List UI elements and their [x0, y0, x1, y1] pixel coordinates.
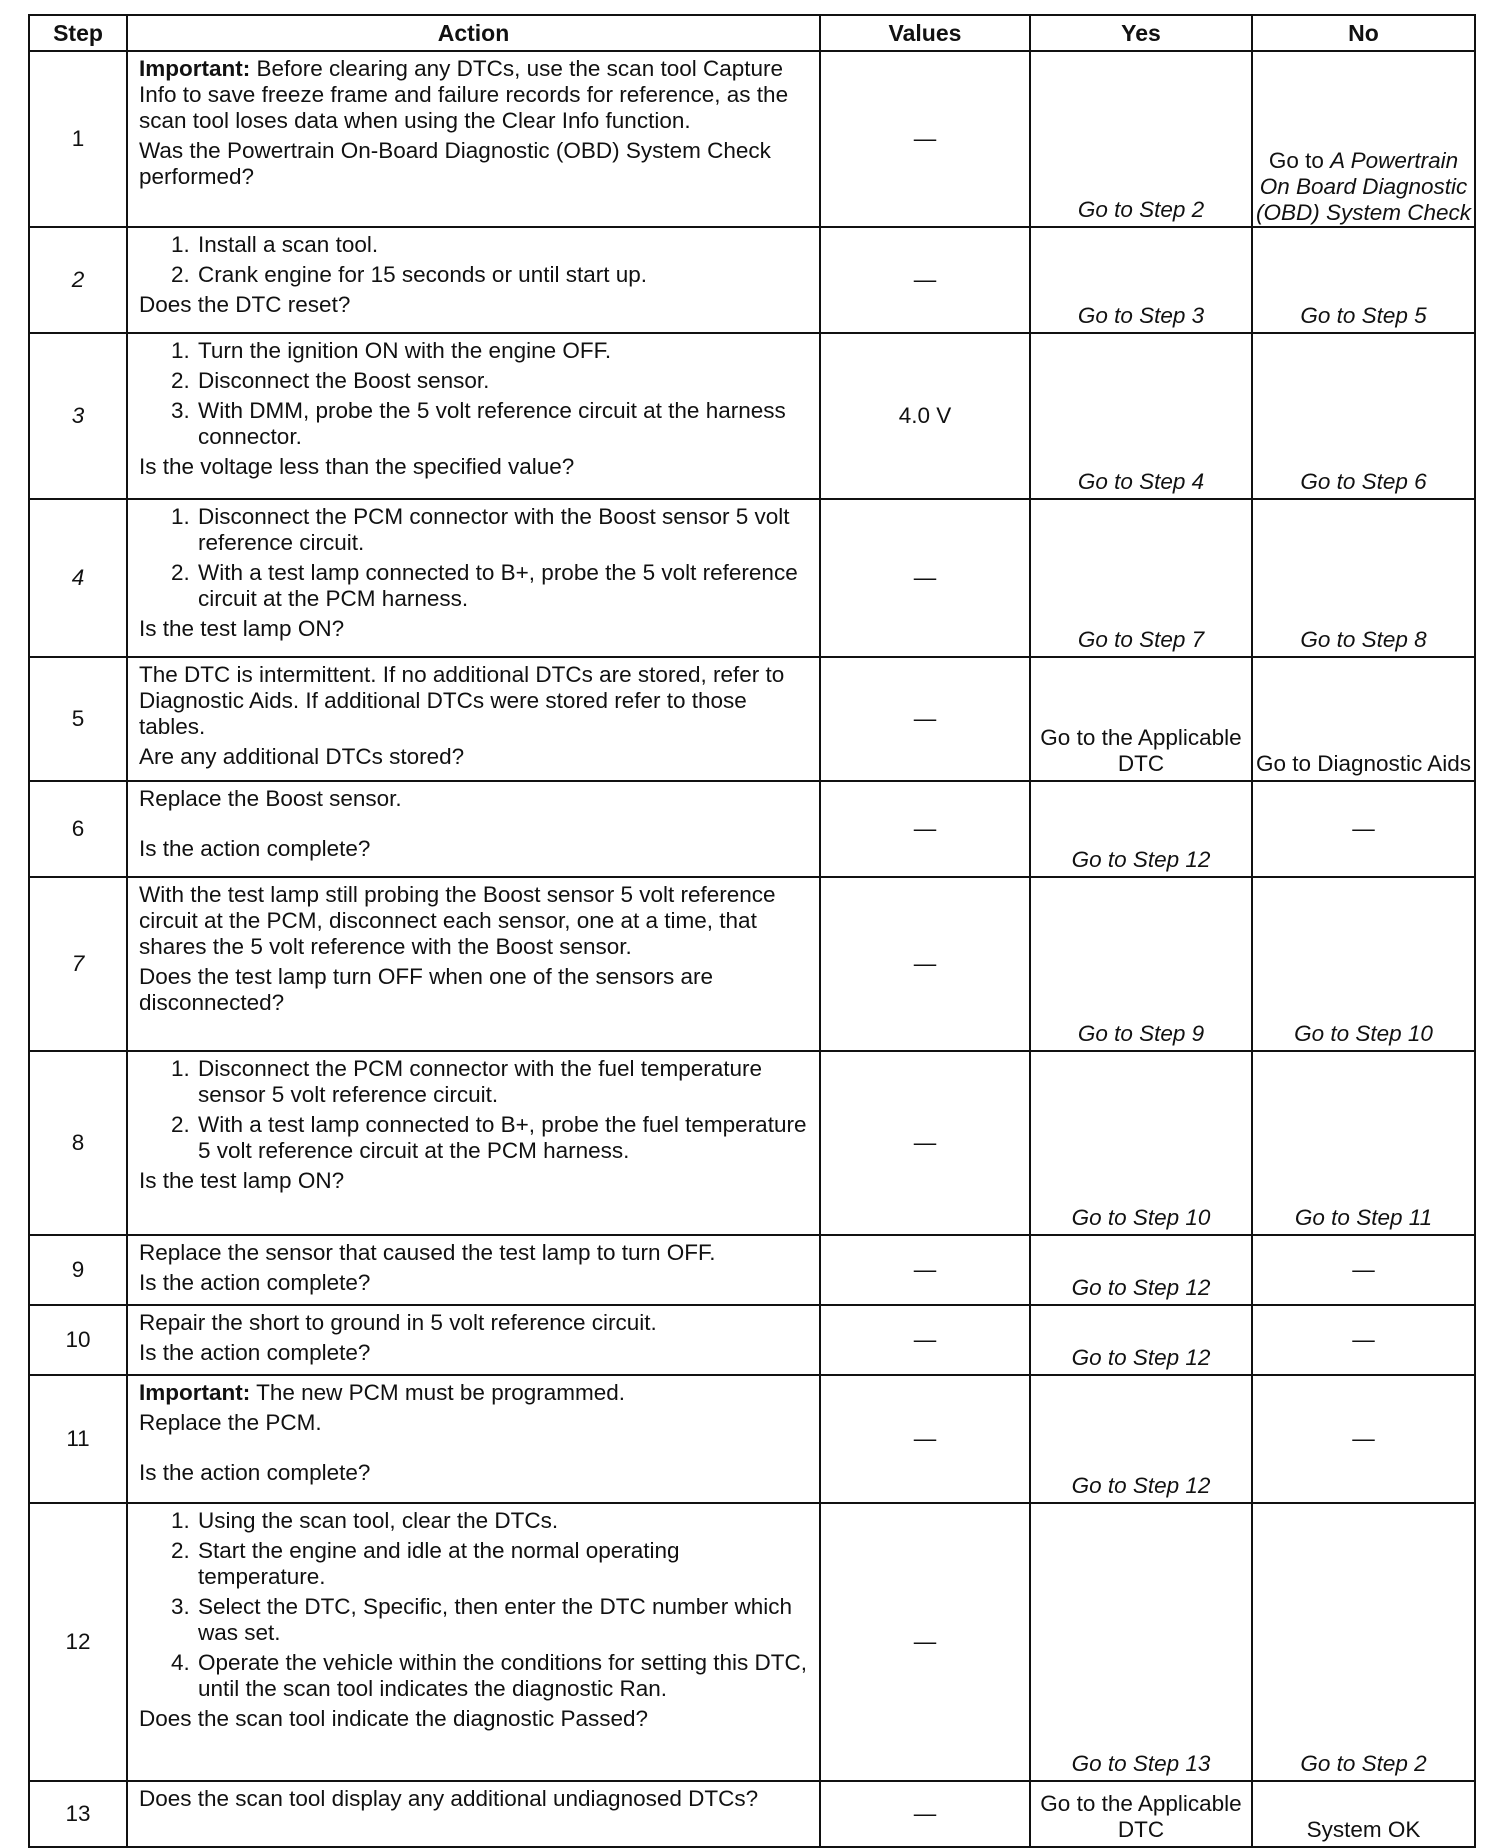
no-cell: —	[1252, 1375, 1475, 1503]
yes-cell: Go to Step 12	[1030, 1235, 1252, 1305]
action-steps	[139, 1056, 811, 1164]
action-step: 1. Disconnect the PCM connector with the Boost sensor 5 volt reference circuit.	[196, 504, 811, 556]
header-row	[29, 15, 1475, 51]
action-cell	[127, 51, 820, 227]
step-number: 9	[29, 1235, 127, 1305]
action-note: Repair the short to ground in 5 volt reference circuit.	[139, 1310, 657, 1335]
table-row	[29, 1503, 1475, 1781]
action-question: Is the test lamp ON?	[139, 616, 345, 641]
values-cell: —	[820, 1235, 1030, 1305]
yes-cell: Go to Step 2	[1030, 51, 1252, 227]
header-yes: Yes	[1030, 15, 1252, 51]
action-question: Is the test lamp ON?	[139, 1168, 345, 1193]
diagnostic-table	[28, 14, 1476, 1848]
table-row	[29, 227, 1475, 333]
action-note-2: Replace the PCM.	[139, 1410, 322, 1435]
action-steps	[139, 232, 811, 288]
header-no: No	[1252, 15, 1475, 51]
action-cell	[127, 1051, 820, 1235]
action-cell	[127, 227, 820, 333]
action-question: Does the scan tool display any additional undiagnosed DTCs?	[139, 1786, 759, 1811]
action-note: The DTC is intermittent. If no additional DTCs are stored, refer to Diagnostic Aids. If additional DTCs were stored refer to those tables.	[139, 662, 785, 739]
table-row	[29, 51, 1475, 227]
action-steps	[139, 1508, 811, 1702]
table-row	[29, 1235, 1475, 1305]
no-cell: Go to Diagnostic Aids	[1252, 657, 1475, 781]
no-prefix: Go to	[1268, 148, 1324, 173]
action-step: 1. Install a scan tool.	[196, 232, 811, 258]
values-cell: —	[820, 1375, 1030, 1503]
table-row	[29, 333, 1475, 499]
table-row	[29, 1375, 1475, 1503]
step-number: 8	[29, 1051, 127, 1235]
no-cell: —	[1252, 1235, 1475, 1305]
action-cell	[127, 1781, 820, 1847]
action-question: Is the action complete?	[139, 836, 371, 861]
action-step: 2. Start the engine and idle at the normal operating temperature.	[196, 1538, 811, 1590]
action-step: 1. Disconnect the PCM connector with the fuel temperature sensor 5 volt reference circuit.	[196, 1056, 811, 1108]
action-step: 1. Using the scan tool, clear the DTCs.	[196, 1508, 811, 1534]
action-question: Is the action complete?	[139, 1340, 371, 1365]
yes-cell: Go to Step 10	[1030, 1051, 1252, 1235]
action-cell	[127, 1503, 820, 1781]
action-steps	[139, 504, 811, 612]
action-note: Replace the Boost sensor.	[139, 786, 402, 811]
step-number: 12	[29, 1503, 127, 1781]
step-number: 3	[29, 333, 127, 499]
values-cell: —	[820, 1781, 1030, 1847]
table-row	[29, 499, 1475, 657]
action-note: Replace the sensor that caused the test lamp to turn OFF.	[139, 1240, 716, 1265]
values-cell: —	[820, 1305, 1030, 1375]
yes-cell: Go to Step 9	[1030, 877, 1252, 1051]
yes-cell: Go to Step 13	[1030, 1503, 1252, 1781]
yes-cell: Go to the Applicable DTC	[1030, 657, 1252, 781]
action-cell	[127, 499, 820, 657]
header-step: Step	[29, 15, 127, 51]
action-question: Does the scan tool indicate the diagnostic Passed?	[139, 1706, 649, 1731]
action-step: 4. Operate the vehicle within the conditions for setting this DTC, until the scan tool indicates the diagnostic Ran.	[196, 1650, 811, 1702]
yes-cell: Go to Step 12	[1030, 1305, 1252, 1375]
yes-cell: Go to Step 3	[1030, 227, 1252, 333]
no-link: A Powertrain On Board Diagnostic (OBD) System Check	[1255, 148, 1472, 225]
table-row	[29, 781, 1475, 877]
no-cell: Go to Step 6	[1252, 333, 1475, 499]
no-cell: —	[1252, 1305, 1475, 1375]
values-cell: 4.0 V	[820, 333, 1030, 499]
no-cell: Go to Step 10	[1252, 877, 1475, 1051]
action-question: Are any additional DTCs stored?	[139, 744, 465, 769]
action-cell	[127, 657, 820, 781]
action-question: Is the voltage less than the specified value?	[139, 454, 575, 479]
header-action: Action	[127, 15, 820, 51]
yes-cell: Go to Step 12	[1030, 781, 1252, 877]
action-step: 2. Crank engine for 15 seconds or until start up.	[196, 262, 811, 288]
step-number: 5	[29, 657, 127, 781]
action-steps	[139, 338, 811, 450]
step-number: 1	[29, 51, 127, 227]
action-question: Does the DTC reset?	[139, 292, 351, 317]
action-question: Is the action complete?	[139, 1270, 371, 1295]
values-cell: —	[820, 51, 1030, 227]
yes-cell: Go to the Applicable DTC	[1030, 1781, 1252, 1847]
no-cell: —	[1252, 781, 1475, 877]
step-number: 4	[29, 499, 127, 657]
action-cell	[127, 1305, 820, 1375]
action-step: 2. Disconnect the Boost sensor.	[196, 368, 811, 394]
table-row	[29, 1305, 1475, 1375]
action-note	[139, 56, 811, 134]
table-row	[29, 1051, 1475, 1235]
action-step: 2. With a test lamp connected to B+, probe the 5 volt reference circuit at the PCM harness.	[196, 560, 811, 612]
important-label: Important:	[139, 1380, 251, 1405]
no-cell: Go to Step 2	[1252, 1503, 1475, 1781]
action-step: 2. With a test lamp connected to B+, probe the fuel temperature 5 volt reference circuit at the PCM harness.	[196, 1112, 811, 1164]
yes-cell: Go to Step 12	[1030, 1375, 1252, 1503]
table-row	[29, 877, 1475, 1051]
values-cell: —	[820, 781, 1030, 877]
action-note	[139, 1380, 811, 1406]
note-text: Before clearing any DTCs, use the scan tool Capture Info to save freeze frame and failure records for reference, as the scan tool loses data when using the Clear Info function.	[139, 56, 789, 133]
step-number: 7	[29, 877, 127, 1051]
action-cell	[127, 1375, 820, 1503]
no-cell	[1252, 51, 1475, 227]
step-number: 2	[29, 227, 127, 333]
step-number: 10	[29, 1305, 127, 1375]
action-question: Does the test lamp turn OFF when one of the sensors are disconnected?	[139, 964, 714, 1015]
important-label: Important:	[139, 56, 251, 81]
values-cell: —	[820, 1051, 1030, 1235]
no-cell: Go to Step 11	[1252, 1051, 1475, 1235]
values-cell: —	[820, 877, 1030, 1051]
values-cell: —	[820, 657, 1030, 781]
yes-cell: Go to Step 7	[1030, 499, 1252, 657]
header-values: Values	[820, 15, 1030, 51]
values-cell: —	[820, 499, 1030, 657]
no-cell: Go to Step 8	[1252, 499, 1475, 657]
values-cell: —	[820, 1503, 1030, 1781]
action-step: 3. Select the DTC, Specific, then enter the DTC number which was set.	[196, 1594, 811, 1646]
note-text: The new PCM must be programmed.	[256, 1380, 625, 1405]
action-cell	[127, 1235, 820, 1305]
action-cell	[127, 781, 820, 877]
action-question: Was the Powertrain On-Board Diagnostic (OBD) System Check performed?	[139, 138, 771, 189]
table-row	[29, 657, 1475, 781]
step-number: 11	[29, 1375, 127, 1503]
action-cell	[127, 877, 820, 1051]
values-cell: —	[820, 227, 1030, 333]
action-note: With the test lamp still probing the Boost sensor 5 volt reference circuit at the PCM, disconnect each sensor, one at a time, that shares the 5 volt reference with the Boost sensor.	[139, 882, 776, 959]
table-row	[29, 1781, 1475, 1847]
step-number: 6	[29, 781, 127, 877]
no-cell: System OK	[1252, 1781, 1475, 1847]
no-cell: Go to Step 5	[1252, 227, 1475, 333]
action-question: Is the action complete?	[139, 1460, 371, 1485]
step-number: 13	[29, 1781, 127, 1847]
yes-cell: Go to Step 4	[1030, 333, 1252, 499]
action-step: 1. Turn the ignition ON with the engine OFF.	[196, 338, 811, 364]
action-step: 3. With DMM, probe the 5 volt reference circuit at the harness connector.	[196, 398, 811, 450]
action-cell	[127, 333, 820, 499]
